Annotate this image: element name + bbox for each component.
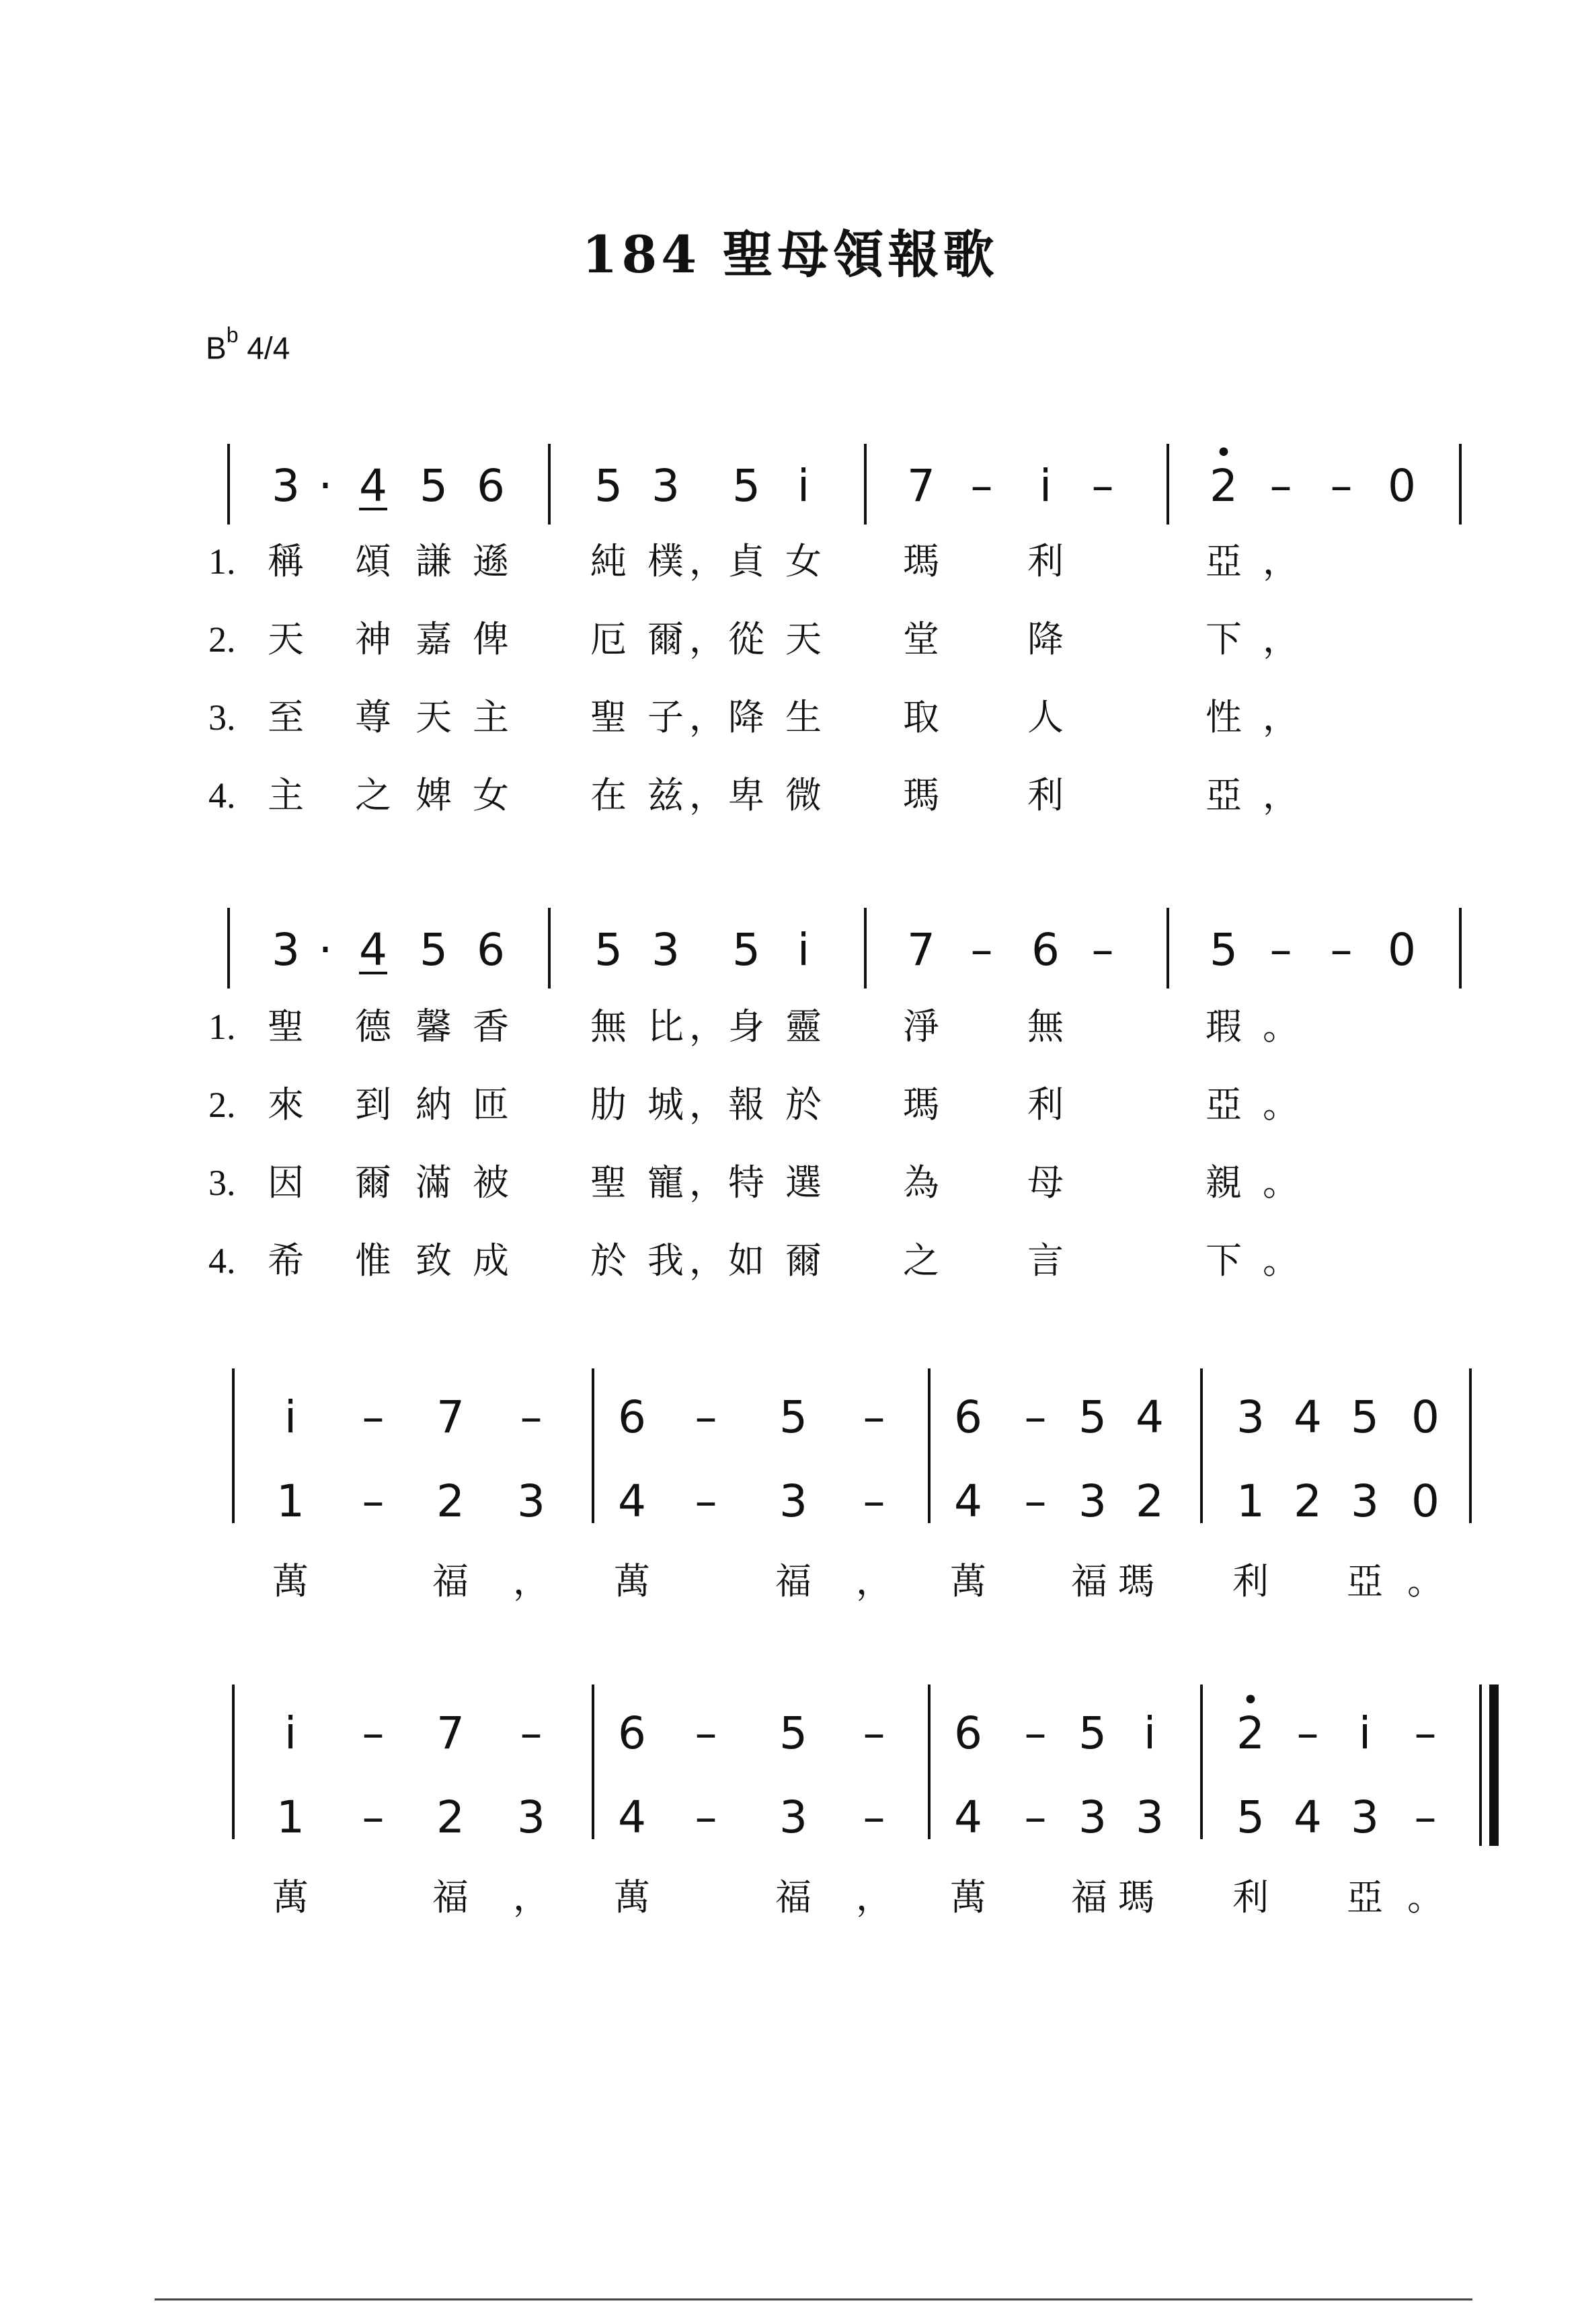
lower-note: 4 bbox=[618, 1791, 646, 1843]
lyric-char: 瑕 bbox=[1206, 1005, 1242, 1048]
lyric-char: 萬 bbox=[614, 1876, 650, 1919]
upper-note: 7 bbox=[436, 1391, 465, 1443]
lyric-char: 選 bbox=[785, 1161, 822, 1204]
melody-note: 6 bbox=[1031, 924, 1060, 976]
lyric-char: 報 bbox=[728, 1083, 764, 1126]
lyric-char: 主 bbox=[268, 774, 304, 816]
lyric-char: 言 bbox=[1027, 1239, 1064, 1282]
lyric-char: ， bbox=[689, 1239, 725, 1282]
lyric-char: 匝 bbox=[473, 1083, 509, 1126]
upper-note: – bbox=[1296, 1707, 1319, 1759]
lyric-char: 被 bbox=[473, 1161, 509, 1204]
lower-note: 5 bbox=[1236, 1791, 1265, 1843]
lyric-char: 。 bbox=[1263, 1005, 1299, 1048]
melody-note: 5 bbox=[732, 924, 760, 976]
lyric-char: 女 bbox=[473, 774, 509, 816]
lyric-char: 滿 bbox=[416, 1161, 452, 1204]
barline bbox=[1459, 908, 1462, 989]
lyric-char: 謙 bbox=[416, 540, 452, 582]
upper-note: i bbox=[1143, 1707, 1156, 1759]
melody-note: 5 bbox=[420, 460, 448, 512]
upper-note: i bbox=[284, 1707, 297, 1759]
melody-note: 3 bbox=[651, 460, 680, 512]
upper-note: 5 bbox=[1078, 1391, 1107, 1443]
lyric-char: ， bbox=[689, 618, 725, 660]
lyric-char: 聖 bbox=[268, 1005, 304, 1048]
key-signature bbox=[206, 323, 290, 366]
lyric-char: 萬 bbox=[950, 1560, 986, 1602]
lyric-char: 性 bbox=[1206, 696, 1242, 738]
lyric-char: 致 bbox=[416, 1239, 452, 1282]
verse-number: 3. bbox=[208, 1163, 236, 1203]
barline bbox=[864, 444, 867, 525]
lyric-char: 瑪 bbox=[1118, 1876, 1154, 1919]
lower-note: 3 bbox=[779, 1791, 807, 1843]
lyric-char: 成 bbox=[473, 1239, 509, 1282]
melody-note: 7 bbox=[907, 460, 935, 512]
lyric-char: 兹 bbox=[647, 774, 684, 816]
lyric-char: 下 bbox=[1206, 618, 1242, 660]
barline bbox=[1479, 1684, 1482, 1846]
lower-note: 3 bbox=[1078, 1791, 1107, 1843]
upper-note: – bbox=[362, 1707, 385, 1759]
barline bbox=[548, 908, 551, 989]
upper-note: – bbox=[1024, 1707, 1047, 1759]
lyric-char: 天 bbox=[785, 618, 822, 660]
melody-note: – bbox=[1091, 924, 1114, 976]
melody-note: 7 bbox=[907, 924, 935, 976]
lower-note: 3 bbox=[1136, 1791, 1164, 1843]
melody-note: i bbox=[797, 924, 810, 976]
lyric-char: 亞 bbox=[1347, 1876, 1383, 1919]
lyric-char: 堂 bbox=[903, 618, 939, 660]
upper-note: i bbox=[284, 1391, 297, 1443]
lyric-char: 馨 bbox=[416, 1005, 452, 1048]
lyric-char: ， bbox=[513, 1560, 549, 1602]
lyric-char: 無 bbox=[1027, 1005, 1064, 1048]
barline bbox=[928, 1684, 931, 1839]
upper-note: 5 bbox=[1078, 1707, 1107, 1759]
verse-number: 4. bbox=[208, 775, 236, 816]
lyric-char: 城 bbox=[647, 1083, 684, 1126]
upper-note: 4 bbox=[1136, 1391, 1164, 1443]
lyric-char: 瑪 bbox=[903, 540, 939, 582]
lower-note: – bbox=[863, 1475, 885, 1527]
lyric-char: ， bbox=[689, 1083, 725, 1126]
lyric-char: 神 bbox=[355, 618, 391, 660]
lyric-char: 福 bbox=[775, 1560, 812, 1602]
melody-note: 4 bbox=[359, 460, 387, 512]
barline bbox=[1200, 1368, 1203, 1523]
barline bbox=[548, 444, 551, 525]
melody-note: – bbox=[1269, 924, 1292, 976]
lyric-char: 福 bbox=[775, 1876, 812, 1919]
lower-note: 1 bbox=[276, 1475, 305, 1527]
lower-note: – bbox=[362, 1791, 385, 1843]
barline bbox=[227, 444, 230, 525]
lower-note: 3 bbox=[517, 1791, 545, 1843]
melody-note: 3 bbox=[272, 924, 300, 976]
lyric-char: 生 bbox=[785, 696, 822, 738]
lyric-char: 主 bbox=[473, 696, 509, 738]
melody-note: 0 bbox=[1388, 924, 1416, 976]
lyric-char: 瑪 bbox=[1118, 1560, 1154, 1602]
melody-note: 5 bbox=[732, 460, 760, 512]
lower-note: 4 bbox=[618, 1475, 646, 1527]
melody-note: – bbox=[1269, 460, 1292, 512]
bottom-rule bbox=[155, 2298, 1472, 2300]
melody-note: 0 bbox=[1388, 460, 1416, 512]
lower-note: – bbox=[1414, 1791, 1437, 1843]
lyric-char: 萬 bbox=[272, 1876, 309, 1919]
key-accidental: b bbox=[226, 323, 239, 347]
upper-note: – bbox=[695, 1391, 717, 1443]
barline bbox=[1167, 444, 1169, 525]
melody-note: – bbox=[1091, 460, 1114, 512]
lyric-char: 親 bbox=[1206, 1161, 1242, 1204]
barline bbox=[928, 1368, 931, 1523]
lyric-char: 取 bbox=[903, 696, 939, 738]
lyric-char: 。 bbox=[1263, 1239, 1299, 1282]
lyric-char: 嘉 bbox=[416, 618, 452, 660]
lyric-char: ， bbox=[856, 1560, 892, 1602]
lower-note: 3 bbox=[1078, 1475, 1107, 1527]
lyric-char: 下 bbox=[1206, 1239, 1242, 1282]
page-title: 184 聖母領報歌 bbox=[582, 225, 998, 284]
verse-number: 2. bbox=[208, 1085, 236, 1125]
barline bbox=[232, 1368, 235, 1523]
lyric-char: 爾 bbox=[785, 1239, 822, 1282]
lyric-char: 厄 bbox=[590, 618, 627, 660]
upper-note: 0 bbox=[1411, 1391, 1439, 1443]
barline bbox=[1200, 1684, 1203, 1839]
melody-note: • 2 bbox=[1210, 464, 1238, 508]
lyric-char: 在 bbox=[590, 774, 627, 816]
lyric-char: ， bbox=[689, 1005, 725, 1048]
melody-note: 6 bbox=[477, 460, 505, 512]
lyric-char: 從 bbox=[728, 618, 764, 660]
lyric-char: 於 bbox=[785, 1083, 822, 1126]
lyric-char: 因 bbox=[268, 1161, 304, 1204]
lyric-char: 比 bbox=[647, 1005, 684, 1048]
lyric-char: 福 bbox=[1071, 1560, 1107, 1602]
lyric-char: 到 bbox=[355, 1083, 391, 1126]
lower-note: 4 bbox=[1294, 1791, 1322, 1843]
melody-note: i bbox=[1039, 460, 1052, 512]
barline bbox=[592, 1368, 594, 1523]
lyric-char: 天 bbox=[268, 618, 304, 660]
lyric-char: 聖 bbox=[590, 1161, 627, 1204]
lyric-char: 來 bbox=[268, 1083, 304, 1126]
lyric-char: 母 bbox=[1027, 1161, 1064, 1204]
verse-number: 3. bbox=[208, 697, 236, 738]
lyric-char: 利 bbox=[1027, 1083, 1064, 1126]
lower-note: – bbox=[1024, 1791, 1047, 1843]
melody-note: i bbox=[797, 460, 810, 512]
lyric-char: 亞 bbox=[1206, 540, 1242, 582]
melody-note: – bbox=[1330, 460, 1353, 512]
lyric-char: 子 bbox=[647, 696, 684, 738]
lyric-char: 微 bbox=[785, 774, 822, 816]
upper-note: 6 bbox=[954, 1707, 982, 1759]
lyric-char: 淨 bbox=[903, 1005, 939, 1048]
lyric-char: 之 bbox=[903, 1239, 939, 1282]
lower-note: 2 bbox=[1294, 1475, 1322, 1527]
lyric-char: 天 bbox=[416, 696, 452, 738]
lyric-char: 。 bbox=[1263, 1161, 1299, 1204]
lower-note: – bbox=[863, 1791, 885, 1843]
lyric-char: 至 bbox=[268, 696, 304, 738]
lyric-char: 身 bbox=[728, 1005, 764, 1048]
upper-note: 5 bbox=[779, 1707, 807, 1759]
lyric-char: 德 bbox=[355, 1005, 391, 1048]
lyric-char: 利 bbox=[1232, 1560, 1269, 1602]
melody-note: – bbox=[970, 460, 993, 512]
melody-note: · bbox=[318, 460, 333, 512]
lower-note: 1 bbox=[1236, 1475, 1265, 1527]
verse-number: 1. bbox=[208, 1007, 236, 1047]
barline bbox=[1459, 444, 1462, 525]
lyric-char: 女 bbox=[785, 540, 822, 582]
lyric-char: ， bbox=[1263, 774, 1299, 816]
lyric-char: 。 bbox=[1263, 1083, 1299, 1126]
upper-note: – bbox=[520, 1707, 543, 1759]
lyric-char: ， bbox=[1263, 696, 1299, 738]
upper-note: – bbox=[863, 1707, 885, 1759]
lyric-char: 福 bbox=[432, 1560, 469, 1602]
lyric-char: 萬 bbox=[272, 1560, 309, 1602]
lower-note: 2 bbox=[436, 1791, 465, 1843]
upper-note: – bbox=[520, 1391, 543, 1443]
lyric-char: 利 bbox=[1027, 774, 1064, 816]
melody-note: – bbox=[1330, 924, 1353, 976]
lyric-char: 亞 bbox=[1206, 1083, 1242, 1126]
lyric-char: 遜 bbox=[473, 540, 509, 582]
melody-note: 5 bbox=[1210, 924, 1238, 976]
upper-note: 6 bbox=[618, 1391, 646, 1443]
final-barline bbox=[1489, 1684, 1499, 1846]
upper-note: – bbox=[1024, 1391, 1047, 1443]
lower-note: 4 bbox=[954, 1791, 982, 1843]
barline bbox=[1469, 1368, 1472, 1523]
lower-note: 3 bbox=[1351, 1475, 1379, 1527]
lower-note: 1 bbox=[276, 1791, 305, 1843]
lower-note: – bbox=[1024, 1475, 1047, 1527]
lyric-char: 惟 bbox=[355, 1239, 391, 1282]
lyric-char: 瑪 bbox=[903, 774, 939, 816]
lyric-char: 稱 bbox=[268, 540, 304, 582]
lower-note: 3 bbox=[1351, 1791, 1379, 1843]
lyric-char: 寵 bbox=[647, 1161, 684, 1204]
lyric-char: 婢 bbox=[416, 774, 452, 816]
lyric-char: 利 bbox=[1027, 540, 1064, 582]
lyric-char: 卑 bbox=[728, 774, 764, 816]
verse-number: 1. bbox=[208, 541, 236, 582]
lower-note: – bbox=[695, 1791, 717, 1843]
lyric-char: 亞 bbox=[1206, 774, 1242, 816]
lyric-char: 納 bbox=[416, 1083, 452, 1126]
melody-note: · bbox=[318, 924, 333, 976]
lyric-char: 於 bbox=[590, 1239, 627, 1282]
lyric-char: 尊 bbox=[355, 696, 391, 738]
upper-note: – bbox=[695, 1707, 717, 1759]
lyric-char: 為 bbox=[903, 1161, 939, 1204]
upper-note: 6 bbox=[618, 1707, 646, 1759]
lyric-char: 如 bbox=[728, 1239, 764, 1282]
lyric-char: ， bbox=[689, 696, 725, 738]
lower-note: 2 bbox=[436, 1475, 465, 1527]
upper-note: 5 bbox=[1351, 1391, 1379, 1443]
upper-note: – bbox=[1414, 1707, 1437, 1759]
lyric-char: 樸 bbox=[647, 540, 684, 582]
barline bbox=[1167, 908, 1169, 989]
lyric-char: 。 bbox=[1407, 1876, 1444, 1919]
verse-number: 2. bbox=[208, 619, 236, 660]
lower-note: 3 bbox=[779, 1475, 807, 1527]
lyric-char: 特 bbox=[728, 1161, 764, 1204]
upper-note: • 2 bbox=[1236, 1711, 1265, 1756]
upper-note: 4 bbox=[1294, 1391, 1322, 1443]
lyric-char: 靈 bbox=[785, 1005, 822, 1048]
lyric-char: 亞 bbox=[1347, 1560, 1383, 1602]
melody-note: 6 bbox=[477, 924, 505, 976]
lyric-char: ， bbox=[1263, 618, 1299, 660]
lyric-char: 爾 bbox=[647, 618, 684, 660]
lyric-char: ， bbox=[689, 1161, 725, 1204]
barline bbox=[864, 908, 867, 989]
lyric-char: 俾 bbox=[473, 618, 509, 660]
lyric-char: 聖 bbox=[590, 696, 627, 738]
lyric-char: 人 bbox=[1027, 696, 1064, 738]
lyric-char: 貞 bbox=[728, 540, 764, 582]
upper-note: 3 bbox=[1236, 1391, 1265, 1443]
upper-note: i bbox=[1358, 1707, 1372, 1759]
lyric-char: 降 bbox=[728, 696, 764, 738]
lyric-char: 之 bbox=[355, 774, 391, 816]
lyric-char: ， bbox=[1263, 540, 1299, 582]
upper-note: 7 bbox=[436, 1707, 465, 1759]
lyric-char: 利 bbox=[1232, 1876, 1269, 1919]
melody-note: – bbox=[970, 924, 993, 976]
barline bbox=[227, 908, 230, 989]
lyric-char: ， bbox=[689, 540, 725, 582]
melody-note: 3 bbox=[651, 924, 680, 976]
melody-note: 5 bbox=[594, 460, 623, 512]
melody-note: 4 bbox=[359, 924, 387, 976]
lyric-char: 爾 bbox=[355, 1161, 391, 1204]
lyric-char: 萬 bbox=[614, 1560, 650, 1602]
lyric-char: 香 bbox=[473, 1005, 509, 1048]
lyric-char: ， bbox=[513, 1876, 549, 1919]
lyric-char: 。 bbox=[1407, 1560, 1444, 1602]
verse-number: 4. bbox=[208, 1241, 236, 1281]
lower-note: 0 bbox=[1411, 1475, 1439, 1527]
melody-note: 3 bbox=[272, 460, 300, 512]
lyric-char: 降 bbox=[1027, 618, 1064, 660]
upper-note: – bbox=[863, 1391, 885, 1443]
barline bbox=[232, 1684, 235, 1839]
lyric-char: 福 bbox=[1071, 1876, 1107, 1919]
lyric-char: 福 bbox=[432, 1876, 469, 1919]
lyric-char: 希 bbox=[268, 1239, 304, 1282]
upper-note: – bbox=[362, 1391, 385, 1443]
melody-note: 5 bbox=[594, 924, 623, 976]
lyric-char: 萬 bbox=[950, 1876, 986, 1919]
lyric-char: 瑪 bbox=[903, 1083, 939, 1126]
melody-note: 5 bbox=[420, 924, 448, 976]
lyric-char: ， bbox=[856, 1876, 892, 1919]
key-base: B bbox=[206, 330, 227, 366]
upper-note: 6 bbox=[954, 1391, 982, 1443]
barline bbox=[592, 1684, 594, 1839]
lyric-char: ， bbox=[689, 774, 725, 816]
lower-note: 3 bbox=[517, 1475, 545, 1527]
lyric-char: 我 bbox=[647, 1239, 684, 1282]
lower-note: – bbox=[362, 1475, 385, 1527]
lyric-char: 無 bbox=[590, 1005, 627, 1048]
lower-note: – bbox=[695, 1475, 717, 1527]
lyric-char: 肋 bbox=[590, 1083, 627, 1126]
lyric-char: 頌 bbox=[355, 540, 391, 582]
upper-note: 5 bbox=[779, 1391, 807, 1443]
lyric-char: 純 bbox=[590, 540, 627, 582]
lower-note: 4 bbox=[954, 1475, 982, 1527]
lower-note: 2 bbox=[1136, 1475, 1164, 1527]
time-signature: 4/4 bbox=[247, 330, 290, 366]
